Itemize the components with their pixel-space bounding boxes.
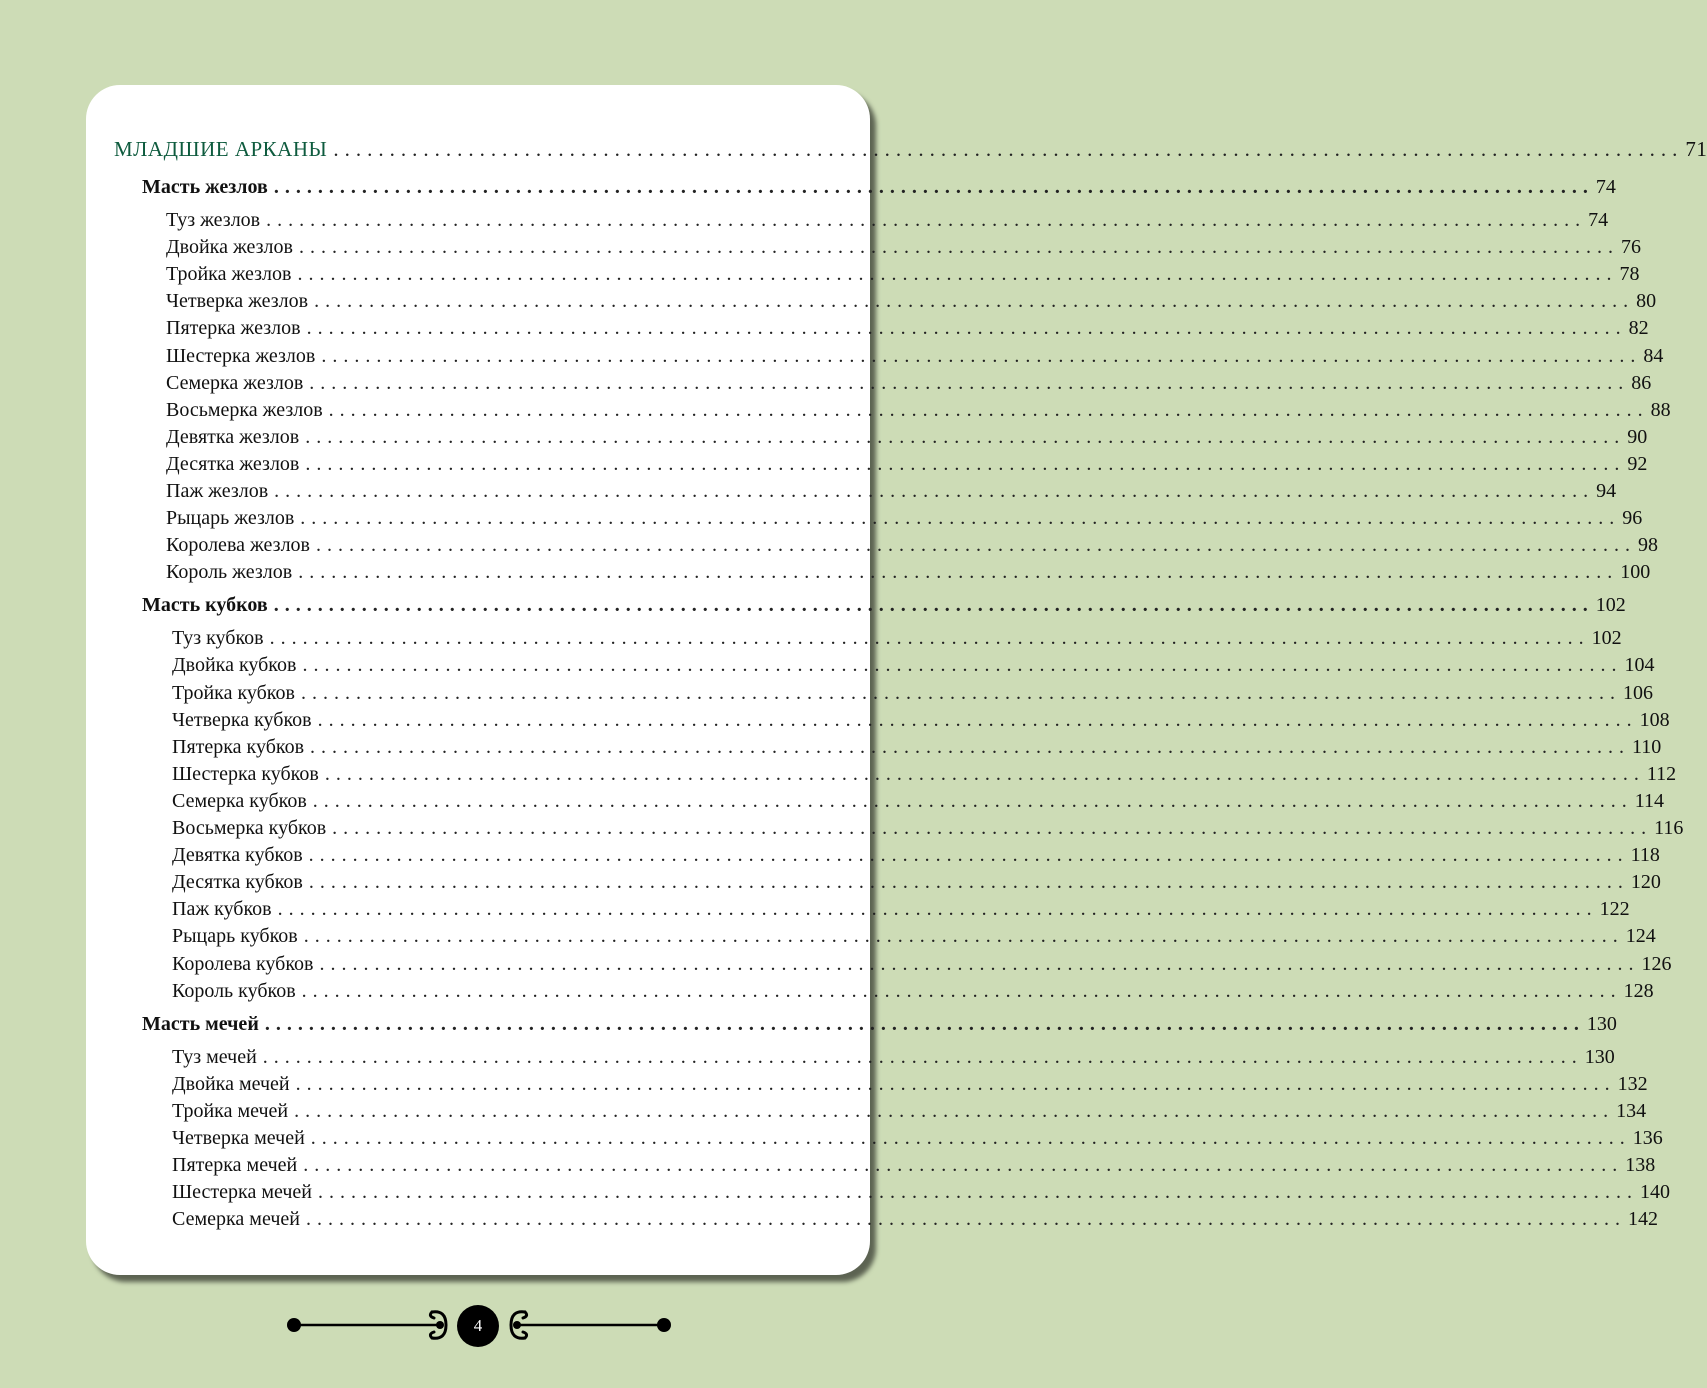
toc-label: Туз мечей bbox=[172, 1045, 257, 1068]
dot-leader: ........................................................................................................................ bbox=[297, 263, 1618, 286]
toc-entry[interactable] bbox=[166, 534, 1658, 557]
dot-leader: ........................................................................................................................ bbox=[305, 425, 1626, 448]
toc-page-number: 136 bbox=[1632, 1126, 1663, 1149]
toc-entry[interactable] bbox=[166, 209, 1609, 232]
toc-label: Пятерка мечей bbox=[172, 1154, 298, 1176]
toc-entry[interactable] bbox=[172, 789, 1665, 813]
dot-leader: ........................................................................................................................ bbox=[305, 1208, 1626, 1231]
dot-leader: ........................................................................................................................ bbox=[316, 534, 1636, 557]
toc-label: Туз жезлов bbox=[166, 209, 261, 231]
dot-leader: ........................................................................................................................ bbox=[294, 1099, 1615, 1122]
dot-leader: ........................................................................................................................ bbox=[308, 871, 1629, 894]
toc-entry[interactable] bbox=[172, 1072, 1648, 1096]
dot-leader: ........................................................................................................................ bbox=[308, 844, 1629, 867]
toc-label: Тройка мечей bbox=[172, 1099, 289, 1122]
dot-leader: ........................................................................................................................ bbox=[319, 952, 1640, 975]
toc-label: Рыцарь жезлов bbox=[166, 507, 295, 530]
toc-page-number: 102 bbox=[1595, 594, 1626, 617]
toc-entry[interactable] bbox=[166, 317, 1649, 340]
dot-leader: ........................................................................................................................ bbox=[298, 236, 1619, 259]
toc-label: Паж жезлов bbox=[166, 480, 269, 502]
toc-label: Девятка жезлов bbox=[166, 425, 300, 448]
dot-leader: ........................................................................................................................ bbox=[317, 708, 1638, 731]
toc-entry[interactable] bbox=[172, 735, 1662, 759]
toc-label: Тройка жезлов bbox=[166, 263, 292, 286]
toc-label: Четверка кубков bbox=[172, 708, 312, 731]
toc-page-number: 74 bbox=[1595, 176, 1616, 198]
toc-page-number: 80 bbox=[1636, 290, 1657, 313]
toc-label: Тройка кубков bbox=[172, 681, 295, 704]
dot-leader: ........................................................................................................................ bbox=[273, 176, 1594, 198]
toc-entry[interactable] bbox=[172, 1045, 1615, 1069]
toc-label: Шестерка мечей bbox=[172, 1181, 313, 1204]
toc-page-number: 138 bbox=[1625, 1154, 1656, 1176]
toc-entry[interactable] bbox=[172, 844, 1660, 867]
toc-entry[interactable] bbox=[166, 507, 1643, 530]
toc-entry[interactable] bbox=[172, 1126, 1663, 1150]
dot-leader: ........................................................................................................................ bbox=[306, 317, 1627, 340]
toc-entry[interactable] bbox=[166, 344, 1664, 368]
toc-entry[interactable] bbox=[166, 561, 1651, 584]
toc-entry[interactable] bbox=[166, 452, 1648, 476]
toc-section[interactable] bbox=[142, 1012, 1617, 1036]
toc-entry[interactable] bbox=[172, 952, 1672, 976]
dot-leader: ........................................................................................................................ bbox=[305, 452, 1626, 475]
toc-label: Двойка жезлов bbox=[166, 236, 293, 259]
toc-page-number: 100 bbox=[1620, 561, 1651, 584]
toc-entry[interactable] bbox=[172, 871, 1661, 894]
toc-entry[interactable] bbox=[172, 627, 1622, 650]
toc-page-number: 140 bbox=[1640, 1181, 1671, 1204]
toc-label: Королева кубков bbox=[172, 952, 314, 975]
toc-label: МЛАДШИЕ АРКАНЫ bbox=[114, 137, 328, 161]
toc-page-number: 120 bbox=[1630, 871, 1661, 894]
toc-page-number: 96 bbox=[1622, 507, 1643, 530]
dot-leader: ........................................................................................................................ bbox=[332, 817, 1653, 839]
toc-label: Король кубков bbox=[172, 979, 296, 1002]
toc-page-number: 82 bbox=[1628, 317, 1649, 340]
toc-page-number: 128 bbox=[1623, 979, 1654, 1002]
toc-card bbox=[86, 85, 1707, 1275]
toc-label: Паж кубков bbox=[172, 898, 272, 921]
toc-label: Семерка жезлов bbox=[166, 371, 304, 394]
toc-label: Масть жезлов bbox=[142, 176, 268, 198]
toc-label: Двойка мечей bbox=[172, 1072, 290, 1095]
toc-page-number: 90 bbox=[1627, 425, 1648, 448]
toc-page-number: 132 bbox=[1617, 1072, 1648, 1095]
toc-page-number: 130 bbox=[1586, 1012, 1617, 1035]
toc-entry[interactable] bbox=[172, 817, 1684, 840]
toc-entry[interactable] bbox=[166, 480, 1617, 503]
toc-label: Шестерка кубков bbox=[172, 762, 319, 785]
toc-entry[interactable] bbox=[166, 425, 1648, 449]
toc-entry[interactable] bbox=[172, 1154, 1656, 1177]
toc-label: Туз кубков bbox=[172, 627, 264, 650]
toc-label: Король жезлов bbox=[166, 561, 293, 584]
toc-label: Восьмерка жезлов bbox=[166, 398, 323, 421]
toc-entry[interactable] bbox=[172, 1181, 1671, 1204]
toc-page-number: 112 bbox=[1646, 762, 1677, 785]
dot-leader: ........................................................................................................................ bbox=[277, 898, 1598, 921]
toc-page-number: 102 bbox=[1591, 627, 1622, 650]
toc-label: Двойка кубков bbox=[172, 654, 297, 677]
toc-page-number: 108 bbox=[1639, 708, 1670, 731]
toc-page-number: 110 bbox=[1632, 735, 1662, 758]
toc-section[interactable] bbox=[142, 176, 1616, 199]
dot-leader: ........................................................................................................................ bbox=[262, 1045, 1583, 1068]
toc-page-number: 78 bbox=[1619, 263, 1640, 286]
dot-leader: ........................................................................................................................ bbox=[295, 1072, 1616, 1095]
toc-page-number: 116 bbox=[1654, 817, 1684, 839]
toc-label: Королева жезлов bbox=[166, 534, 310, 557]
toc-entry[interactable] bbox=[166, 398, 1671, 422]
toc-label: Масть кубков bbox=[142, 594, 268, 617]
dot-leader: ........................................................................................................................ bbox=[303, 925, 1624, 948]
dot-leader: ........................................................................................................................ bbox=[324, 762, 1645, 785]
toc-page-number: 86 bbox=[1631, 371, 1652, 394]
dot-leader: ........................................................................................................................ bbox=[309, 371, 1630, 394]
toc-entry[interactable] bbox=[172, 762, 1677, 786]
toc-label: Восьмерка кубков bbox=[172, 817, 327, 839]
toc-page-number: 130 bbox=[1584, 1045, 1615, 1068]
dot-leader: ........................................................................................................................ bbox=[312, 789, 1633, 812]
page-number-badge bbox=[457, 1305, 499, 1347]
toc-label: Семерка мечей bbox=[172, 1208, 300, 1231]
toc-label: Рыцарь кубков bbox=[172, 925, 298, 948]
toc-label: Пятерка жезлов bbox=[166, 317, 301, 340]
toc-page-number: 71 bbox=[1685, 137, 1707, 161]
dot-leader: ........................................................................................................................ bbox=[273, 594, 1594, 617]
dot-leader: ........................................................................................................................ bbox=[298, 561, 1619, 584]
toc-page-number: 142 bbox=[1627, 1208, 1658, 1231]
toc-page-number: 124 bbox=[1625, 925, 1656, 948]
toc-section[interactable] bbox=[142, 594, 1626, 617]
toc-section[interactable] bbox=[114, 137, 1707, 162]
toc-entry[interactable] bbox=[172, 1099, 1647, 1123]
toc-label: Четверка жезлов bbox=[166, 290, 309, 313]
dot-leader: ........................................................................................................................ bbox=[314, 290, 1635, 313]
toc-page-number: 118 bbox=[1630, 844, 1660, 867]
toc-entry[interactable] bbox=[172, 681, 1653, 705]
toc-entry[interactable] bbox=[172, 654, 1655, 677]
toc-label: Десятка кубков bbox=[172, 871, 303, 894]
toc-entry[interactable] bbox=[166, 263, 1640, 286]
toc-label: Семерка кубков bbox=[172, 789, 307, 812]
toc-page-number: 104 bbox=[1624, 654, 1655, 677]
toc-label: Девятка кубков bbox=[172, 844, 303, 867]
toc-page-number: 122 bbox=[1599, 898, 1630, 921]
dot-leader: ........................................................................................................................ bbox=[318, 1181, 1639, 1204]
dot-leader: ........................................................................................................................ bbox=[321, 344, 1642, 367]
toc-entry[interactable] bbox=[172, 1208, 1658, 1231]
dot-leader: ........................................................................................................................ bbox=[302, 654, 1623, 677]
dot-leader: ........................................................................................................................ bbox=[303, 1154, 1624, 1176]
toc-label: Десятка жезлов bbox=[166, 452, 300, 475]
dot-leader: ........................................................................................................................ bbox=[266, 209, 1587, 231]
toc-page-number: 76 bbox=[1620, 236, 1641, 259]
toc-page-number: 98 bbox=[1638, 534, 1658, 557]
toc-page-number: 134 bbox=[1616, 1099, 1647, 1122]
toc-entry[interactable] bbox=[172, 925, 1656, 948]
left-end-dot bbox=[287, 1318, 301, 1332]
dot-leader: ........................................................................................................................ bbox=[328, 398, 1649, 421]
dot-leader: ........................................................................................................................ bbox=[300, 681, 1621, 704]
toc-page-number: 106 bbox=[1622, 681, 1653, 704]
toc-page-number: 92 bbox=[1627, 452, 1648, 475]
toc-entry[interactable] bbox=[172, 979, 1654, 1003]
dot-leader: ........................................................................................................................ bbox=[300, 507, 1621, 530]
toc-page-number: 84 bbox=[1643, 344, 1664, 367]
toc-entry[interactable] bbox=[166, 290, 1657, 313]
toc-page-number: 114 bbox=[1634, 789, 1665, 812]
toc-page-number: 94 bbox=[1596, 480, 1617, 502]
toc-page-number: 88 bbox=[1650, 398, 1671, 421]
dot-leader: ........................................................................................................................ bbox=[310, 735, 1631, 758]
toc-page-number: 74 bbox=[1588, 209, 1609, 231]
dot-leader: ........................................................................................................................ bbox=[310, 1126, 1631, 1149]
dot-leader: ........................................................................................................................ bbox=[269, 627, 1590, 650]
right-end-dot bbox=[657, 1318, 671, 1332]
dot-leader: ........................................................................................................................ bbox=[264, 1012, 1585, 1035]
toc-label: Пятерка кубков bbox=[172, 735, 305, 758]
dot-leader: ........................................................................................................................ bbox=[301, 979, 1622, 1002]
toc-label: Четверка мечей bbox=[172, 1126, 305, 1149]
toc-entry[interactable] bbox=[172, 708, 1670, 732]
toc-page-number: 126 bbox=[1641, 952, 1672, 975]
dot-leader: ........................................................................................................................ bbox=[274, 480, 1595, 502]
toc-entry[interactable] bbox=[166, 236, 1641, 259]
toc-label: Шестерка жезлов bbox=[166, 344, 316, 367]
dot-leader: ........................................................................................................................ bbox=[333, 137, 1684, 161]
toc-label: Масть мечей bbox=[142, 1012, 259, 1035]
page-number: 4 bbox=[473, 1316, 483, 1335]
toc-entry[interactable] bbox=[166, 371, 1652, 395]
toc-entry[interactable] bbox=[172, 898, 1630, 921]
